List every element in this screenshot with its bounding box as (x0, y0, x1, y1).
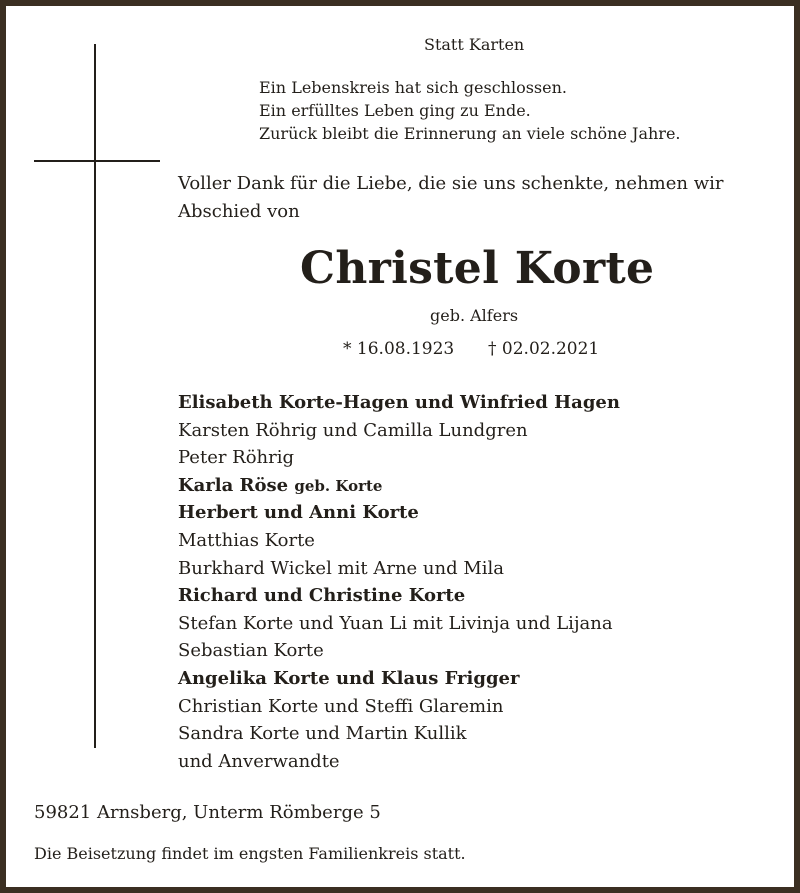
mourner-name: Christian Korte und Steffi Glaremin (178, 695, 504, 717)
mourner-name: Elisabeth Korte-Hagen und Winfried Hagen (178, 392, 620, 413)
mourner-line (178, 693, 620, 721)
mourner-name: Herbert und Anni Korte (178, 502, 419, 524)
mourner-line (178, 417, 620, 445)
mourner-name: Sandra Korte und Martin Kullik (178, 723, 467, 745)
mourner-name: Angelika Korte und Klaus Frigger (178, 667, 520, 689)
mourner-line (178, 555, 620, 583)
memorial-poem (259, 76, 681, 145)
deceased-name: Christel Korte (300, 243, 655, 294)
mourner-name: Peter Röhrig (178, 447, 295, 469)
cross-horizontal-bar (34, 160, 160, 162)
mourner-name: und Anverwandte (178, 750, 340, 772)
mourner-name: Matthias Korte (178, 529, 315, 551)
funeral-notice: Die Beisetzung findet im engsten Familienkreis statt. (34, 844, 466, 863)
mourner-line (178, 499, 620, 527)
mourner-maiden-name: geb. Korte (294, 476, 383, 495)
mourner-name: Karla Röse (178, 474, 289, 496)
poem-line: Zurück bleibt die Erinnerung an viele schöne Jahre. (259, 124, 681, 143)
mourner-line (178, 610, 620, 638)
statt-karten-label: Statt Karten (424, 35, 525, 54)
mourner-line (178, 748, 620, 776)
mourner-line (178, 665, 620, 693)
birth-date: * 16.08.1923 (343, 339, 455, 359)
intro-text: Voller Dank für die Liebe, die sie uns schenkte, nehmen wir Abschied von (178, 173, 724, 222)
mourner-name: Stefan Korte und Yuan Li mit Livinja und Lijana (178, 612, 613, 634)
maiden-name: geb. Alfers (430, 306, 519, 325)
death-date: † 02.02.2021 (488, 339, 600, 359)
mourner-name: Sebastian Korte (178, 640, 324, 662)
mourner-line (178, 472, 620, 500)
mourner-name: Karsten Röhrig und Camilla Lundgren (178, 419, 528, 441)
poem-line: Ein erfülltes Leben ging zu Ende. (259, 101, 531, 120)
mourner-line (178, 720, 620, 748)
mourner-name: Burkhard Wickel mit Arne und Mila (178, 557, 505, 579)
mourner-line (178, 637, 620, 665)
poem-line: Ein Lebenskreis hat sich geschlossen. (259, 78, 567, 97)
cross-vertical-bar (94, 44, 96, 748)
mourner-line (178, 582, 620, 610)
mourner-line (178, 527, 620, 555)
mourner-name: Richard und Christine Korte (178, 585, 466, 607)
family-address: 59821 Arnsberg, Unterm Römberge 5 (34, 802, 381, 823)
mourner-line (178, 389, 620, 417)
mourners-list (178, 389, 620, 775)
mourner-line (178, 444, 620, 472)
